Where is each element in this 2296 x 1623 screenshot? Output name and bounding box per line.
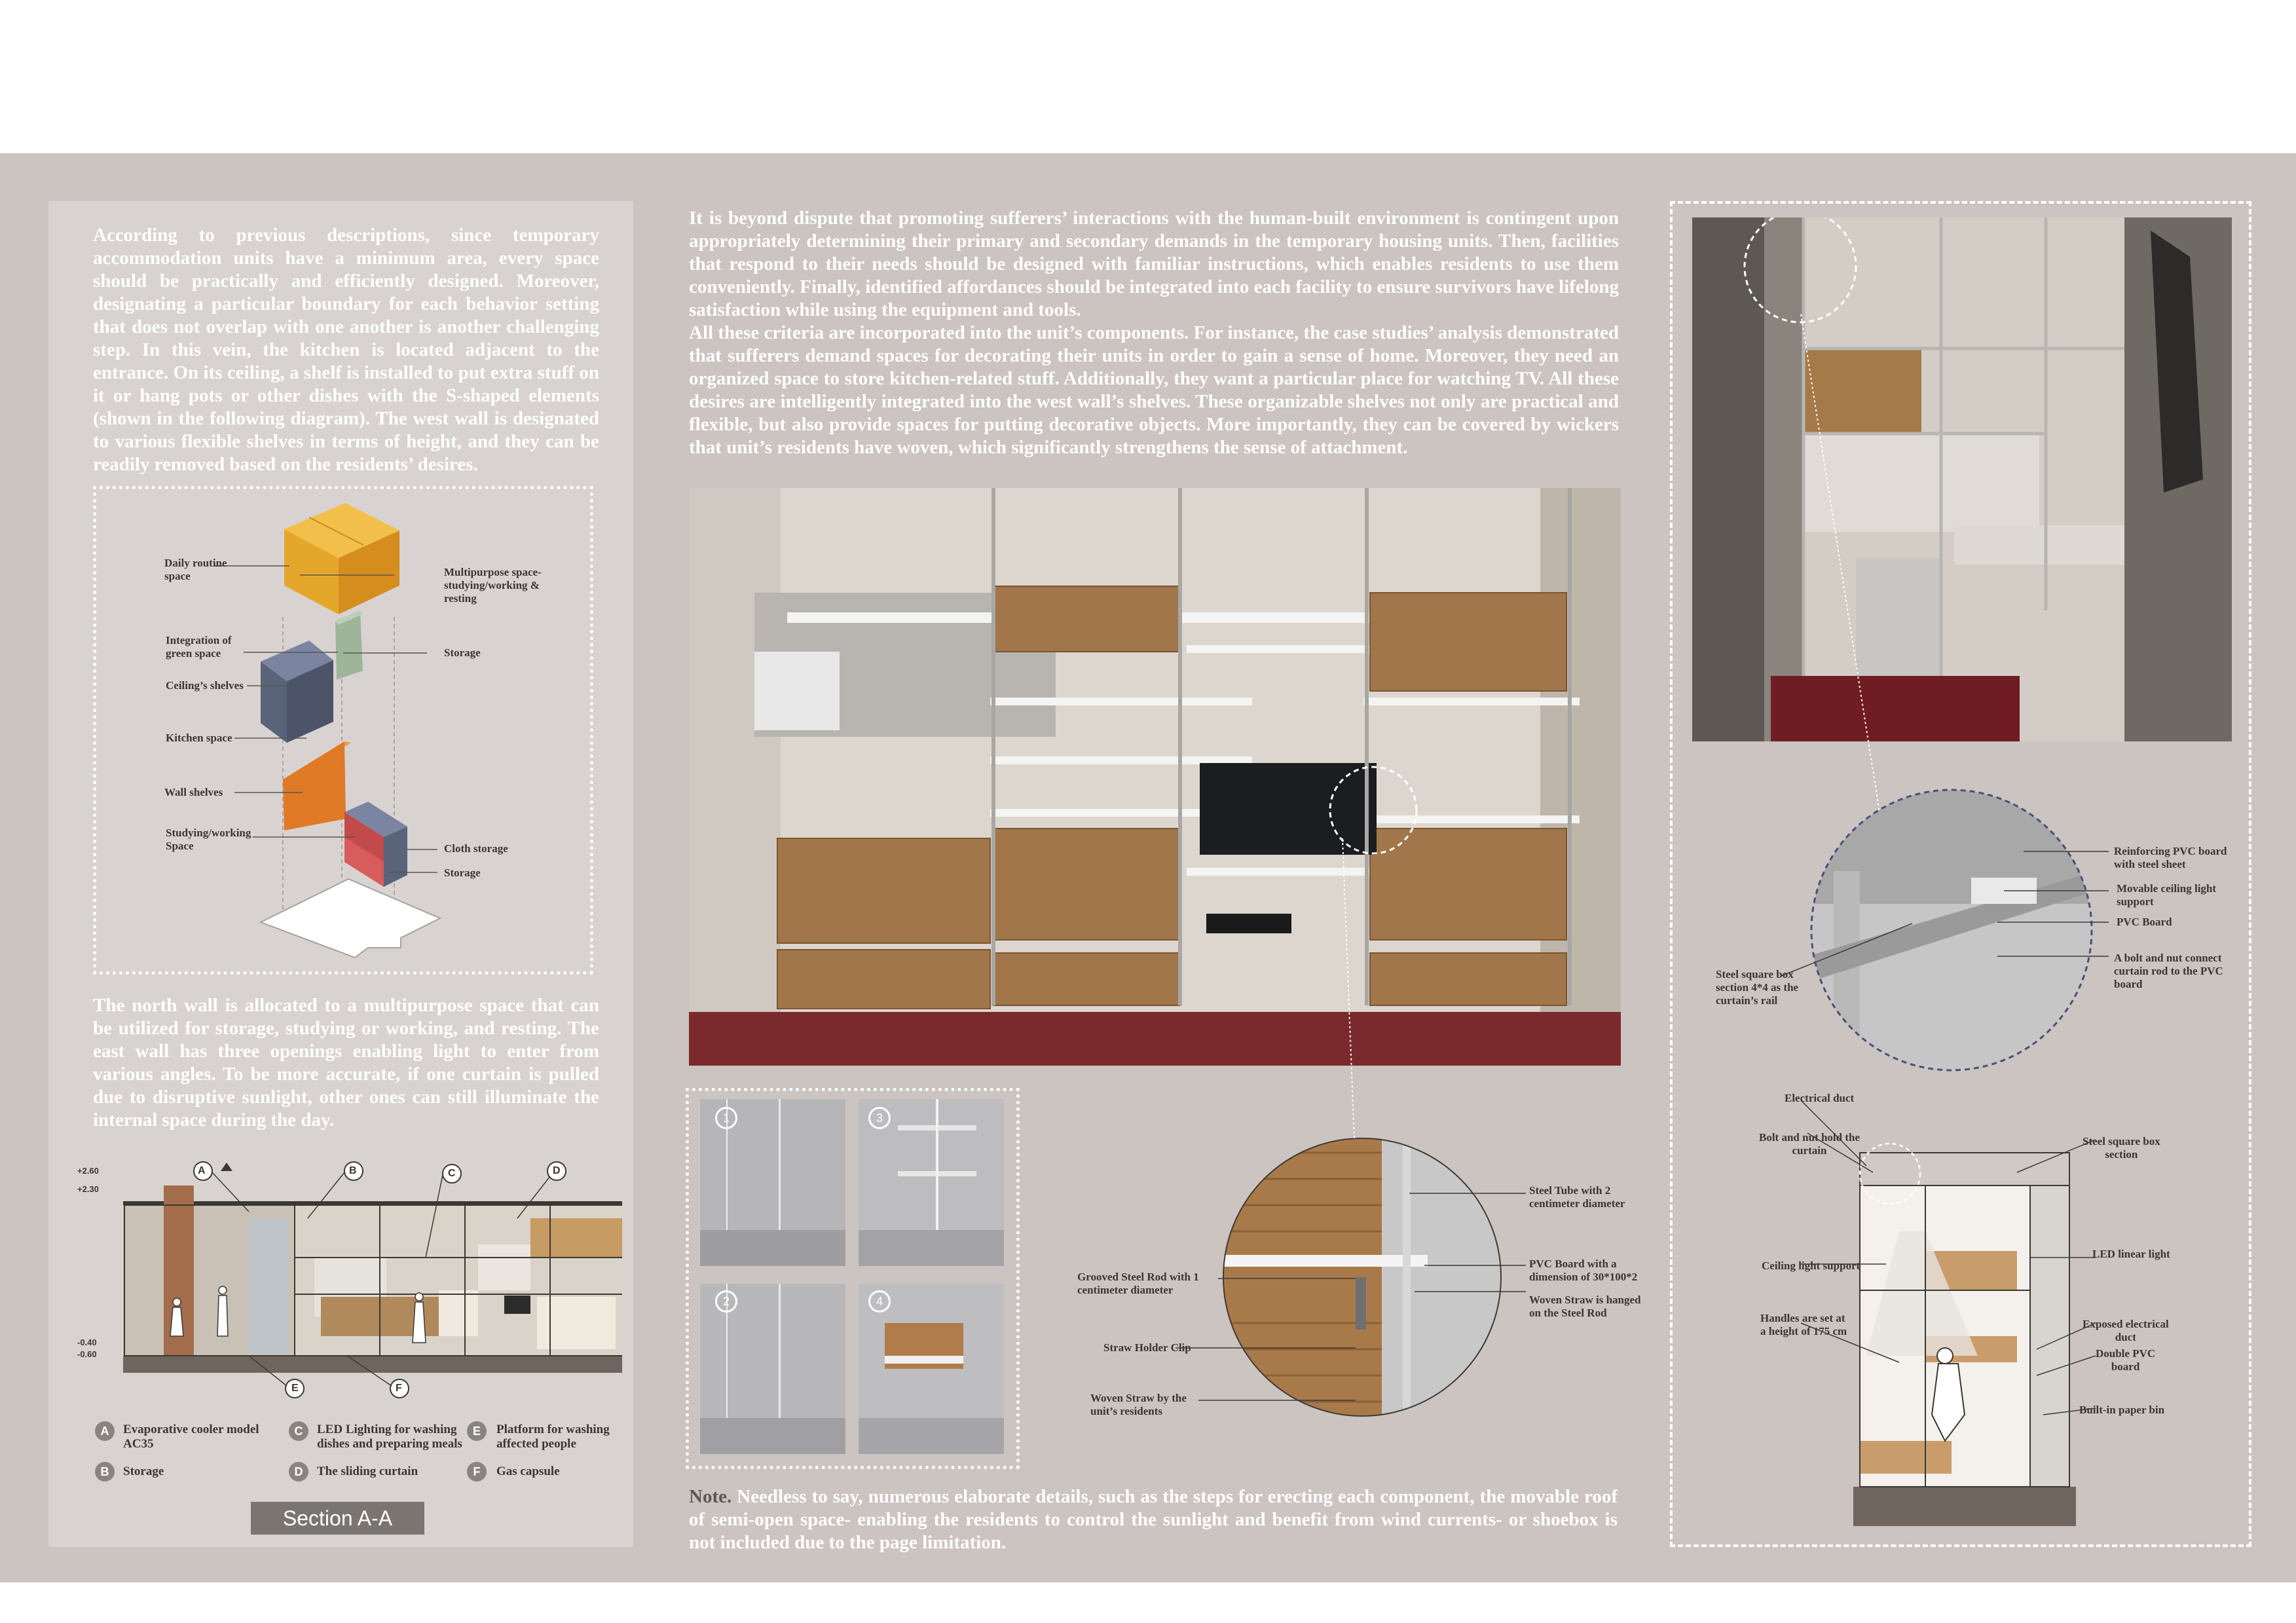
legend-text-d: The sliding curtain [317,1464,418,1478]
label-steel-box: Steel square box section [2083,1135,2160,1161]
section-a-a-drawing [72,1159,622,1408]
step-3-badge: 3 [868,1107,891,1129]
level-060: -0.60 [77,1349,97,1359]
legend-key-b: B [95,1462,115,1482]
legend-key-e: E [467,1421,487,1441]
legend-text-b: Storage [123,1464,164,1478]
step-2-badge: 2 [715,1290,737,1313]
section-title: Section A-A [251,1502,424,1535]
right-leader-line [1794,314,1886,812]
label-reinforcing-pvc: Reinforcing PVC board with steel sheet [2114,845,2227,870]
green-space-block [335,610,363,680]
label-cloth-storage: Cloth storage [444,842,508,855]
label-studying-space: Studying/working Space [166,827,251,852]
note-paragraph [689,1485,1618,1554]
step-4-badge: 4 [868,1290,891,1313]
legend-text-a: Evaporative cooler model AC35 [123,1423,259,1451]
label-steel-square-rail: Steel square box section 4*4 as the curtain’s rail [1716,968,1799,1007]
label-ceiling-light-support: Ceiling light support [1762,1259,1861,1272]
level-260: +2.60 [77,1166,99,1176]
marker-e: E [291,1383,299,1394]
level-040: -0.40 [77,1337,97,1347]
label-storage-1: Storage [444,646,481,659]
daily-routine-block [284,503,399,614]
north-wall-paragraph: The north wall is allocated to a multipurpose space that can be utilized for storage, studying or working, and resting. The east wall has three openings enabling light to enter from various angles. To be more accurate, if one curtain is pulled due to disruptive sunlight, other ones can still illuminate the internal space during the day. [93,995,599,1130]
intro-paragraph: According to previous descriptions, since temporary accommodation units have a minimum area, every space should be practically and efficiently designed. Moreover, designating a particular boundary for each behavior setting that does not overlap with one another is another challenging step. In this vein, the kitchen is located adjacent to the entrance. On its ceiling, a shelf is installed to put extra stuff on it or hang pots or other dishes with the S-shaped elements (shown in the following diagram). The west wall is designated to various flexible shelves in terms of height, and they can be readily removed based on the residents’ desires. [93,225,599,475]
label-ceiling-shelves: Ceiling’s shelves [166,679,244,692]
legend-key-d: D [289,1462,308,1482]
legend-key-c: C [289,1421,308,1441]
label-exposed-duct: Exposed electrical duct [2083,1318,2169,1343]
ceiling-shelves-block [261,641,333,743]
label-grooved-rod: Grooved Steel Rod with 1 centimeter diameter [1077,1271,1199,1296]
marker-c: C [448,1168,456,1179]
label-pvc-board: PVC Board with a dimension of 30*100*2 [1529,1258,1638,1283]
label-bolt-hold: Bolt and nut hold the curtain [1759,1131,1860,1157]
legend-text-c: LED Lighting for washing dishes and preparing meals [317,1423,462,1451]
center-paragraph: It is beyond dispute that promoting sufferers’ interactions with the human-built environment is contingent upon appropriately determining their primary and secondary demands in the temporary housing units. Then, facilities that respond to their needs should be designed with familiar instructions, which enables residents to use them conveniently. Finally, identified affordances should be integrated into each facility to ensure survivors have lifelong satisfaction while using the equipment and tools. All these criteria are incorporated into the unit’s components. For instance, the case studies’ analysis demonstrated that sufferers demand spaces for decorating their units in order to gain a sense of home. Moreover, they need an organized space to store kitchen-related stuff. Additionally, they want a particular place for watching TV. All these desires are intelligently integrated into the west wall’s shelves. These organizable shelves not only are practical and flexible, but also provide spaces for putting decorative objects. More importantly, they can be covered by wickers that unit’s residents have woven, which significantly strengthens the sense of attachment. [689,208,1619,458]
legend-text-f: Gas capsule [496,1464,560,1478]
shelf-detail-leaders [1048,1179,1532,1428]
step-1-badge: 1 [715,1107,737,1129]
label-paper-bin: Built-in paper bin [2079,1404,2165,1416]
label-daily-routine: Daily routine space [164,557,227,582]
marker-a: A [198,1165,206,1176]
floor-plate [261,879,440,958]
detail-leader-line [1336,838,1362,1140]
label-steel-tube: Steel Tube with 2 centimeter diameter [1529,1184,1625,1210]
label-integration-green: Integration of green space [166,634,232,660]
legend-key-a: A [95,1421,115,1441]
label-kitchen-space: Kitchen space [166,732,232,744]
label-straw-clip: Straw Holder Clip [1103,1341,1191,1354]
north-wall-render [1692,217,2232,741]
marker-b: B [349,1165,357,1176]
level-230: +2.30 [77,1184,99,1194]
label-wall-shelves: Wall shelves [164,786,223,798]
label-double-pvc: Double PVC board [2096,1347,2156,1373]
label-woven-residents: Woven Straw by the unit’s residents [1090,1392,1187,1417]
label-electrical-duct: Electrical duct [1785,1092,1855,1104]
legend-key-f: F [467,1462,487,1482]
label-multipurpose: Multipurpose space- studying/working & resting [444,566,542,605]
label-led-linear: LED linear light [2092,1248,2170,1260]
west-wall-render [689,488,1621,1066]
label-storage-2: Storage [444,867,481,879]
legend-text-e: Platform for washing affected people [496,1423,610,1451]
marker-d: D [553,1165,561,1176]
label-handles: Handles are set at a height of 175 cm [1760,1312,1847,1337]
wall-shelves-block [283,741,351,830]
label-pvc-board-right: PVC Board [2117,916,2172,928]
study-block [344,802,407,887]
label-movable-light: Movable ceiling light support [2117,882,2217,908]
label-woven-hanged: Woven Straw is hanged on the Steel Rod [1529,1294,1641,1319]
note-heading: Note. [689,1486,732,1507]
note-text: Needless to say, numerous elaborate details, such as the steps for erecting each component, the movable roof of semi-open space- enabling the residents to control the sunlight and benefit from wind currents- or shoebox is not included due to the page limitation. [689,1486,1618,1553]
label-bolt-connect: A bolt and nut connect curtain rod to the PVC board [2114,952,2223,990]
marker-f: F [396,1383,402,1394]
